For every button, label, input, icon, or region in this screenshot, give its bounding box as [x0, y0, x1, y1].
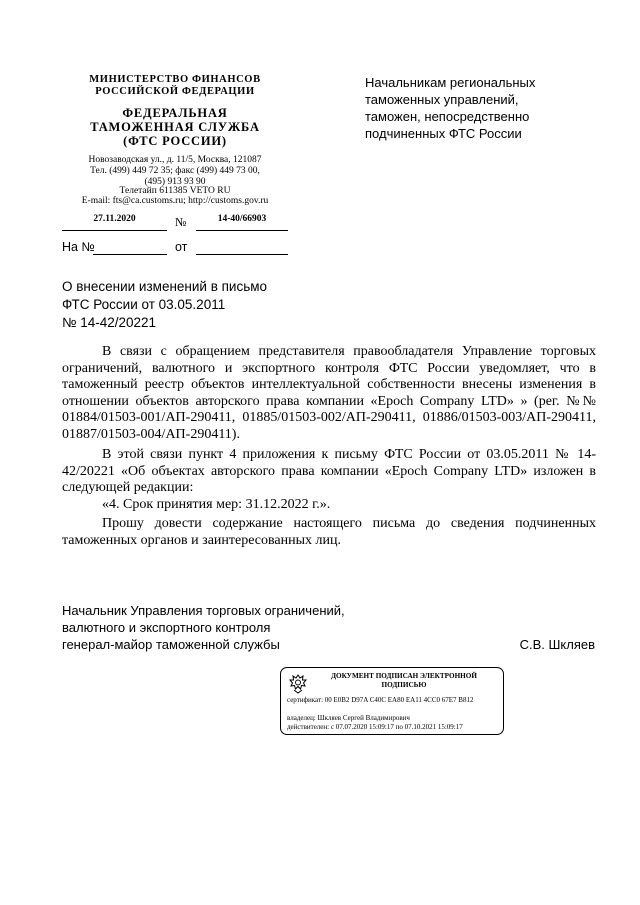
recipient-line1: Начальникам региональных [365, 75, 536, 90]
recipient-line4: подчиненных ФТС России [365, 126, 522, 141]
subject-line2: ФТС России от 03.05.2011 [62, 297, 226, 312]
subject [62, 278, 362, 332]
signatory-name: С.В. Шкляев [519, 637, 595, 652]
body-paragraph-4: Прошу довести содержание настоящего письма до сведения подчиненных таможенных органов и заинтересованных лиц. [62, 516, 596, 548]
letter-date: 27.11.2020 [93, 214, 136, 224]
service-name-line2: ТАМОЖЕННАЯ СЛУЖБА [90, 120, 260, 134]
service-name-line3: (ФТС РОССИИ) [123, 134, 227, 148]
ref-number-underline [93, 254, 167, 255]
letter-number: 14-40/66903 [217, 214, 267, 224]
recipient-line2: таможенных управлений, [365, 92, 519, 107]
body-paragraph-1: В связи с обращением представителя правообладателя Управление торговых ограничений, валютного и экспортного контроля ФТС России уведомляет, что в таможенный реестр объектов интеллектуальной собственности внесены изменения в отношении объектов авторского права компании «Epoch Company LTD» » (рег. №№ 01884/01503-001/АП-290411, 01885/01503-002/АП-290411, 01886/01503-003/АП-290411, 01887/01503-004/АП-290411). [62, 344, 596, 442]
stamp-title-line2: ПОДПИСЬЮ [381, 681, 427, 689]
ref-date-underline [196, 254, 288, 255]
stamp-title-line1: ДОКУМЕНТ ПОДПИСАН ЭЛЕКТРОННОЙ [331, 672, 477, 680]
electronic-signature-stamp [280, 667, 504, 735]
subject-line1: О внесении изменений в письмо [62, 279, 268, 294]
ref-label: На № [62, 240, 95, 254]
signatory-title-line3: генерал-майор таможенной службы [62, 637, 280, 652]
address-line3: (495) 913 93 90 [144, 177, 206, 187]
address-line1: Новозаводская ул., д. 11/5, Москва, 121087 [88, 155, 262, 165]
stamp-owner: владелец: Шкляев Сергей Владимирович [287, 714, 410, 722]
address-line4: Телетайп 611385 VETO RU [119, 186, 231, 196]
service-name-line1: ФЕДЕРАЛЬНАЯ [122, 106, 228, 120]
stamp-certificate: сертификат: 00 E0B2 D97A C40C EA80 EA11 4CC0 67E7 B812 [287, 696, 474, 704]
coat-of-arms-icon [287, 673, 309, 695]
body-paragraph-2: В этой связи пункт 4 приложения к письму ФТС России от 03.05.2011 № 14-42/20221 «Об объектах авторского права компании «Epoch Company LTD» изложен в следующей редакции: [62, 447, 596, 495]
signatory-title-line2: валютного и экспортного контроля [62, 620, 271, 635]
signatory-title-line1: Начальник Управления торговых ограничений, [62, 603, 345, 618]
number-underline [196, 230, 288, 231]
ref-from-label: от [175, 240, 188, 254]
address-line2: Тел. (499) 449 72 35; факс (499) 449 73 00, [90, 166, 260, 176]
signatory-title [62, 602, 422, 653]
recipient-line3: таможен, непосредственно [365, 109, 530, 124]
number-sign: № [175, 215, 187, 229]
address-line5: E-mail: fts@ca.customs.ru; http://customs.gov.ru [81, 196, 269, 206]
date-underline [62, 230, 167, 231]
body-paragraph-3: «4. Срок принятия мер: 31.12.2022 г.». [102, 497, 331, 512]
recipient [365, 74, 615, 142]
subject-line3: № 14-42/20221 [62, 315, 157, 330]
ministry-name-line2: РОССИЙСКОЙ ФЕДЕРАЦИИ [95, 86, 255, 97]
stamp-validity: действителен: с 07.07.2020 15:09:17 по 07.10.2021 15:09:17 [287, 723, 463, 731]
ministry-name-line1: МИНИСТЕРСТВО ФИНАНСОВ [89, 74, 261, 85]
